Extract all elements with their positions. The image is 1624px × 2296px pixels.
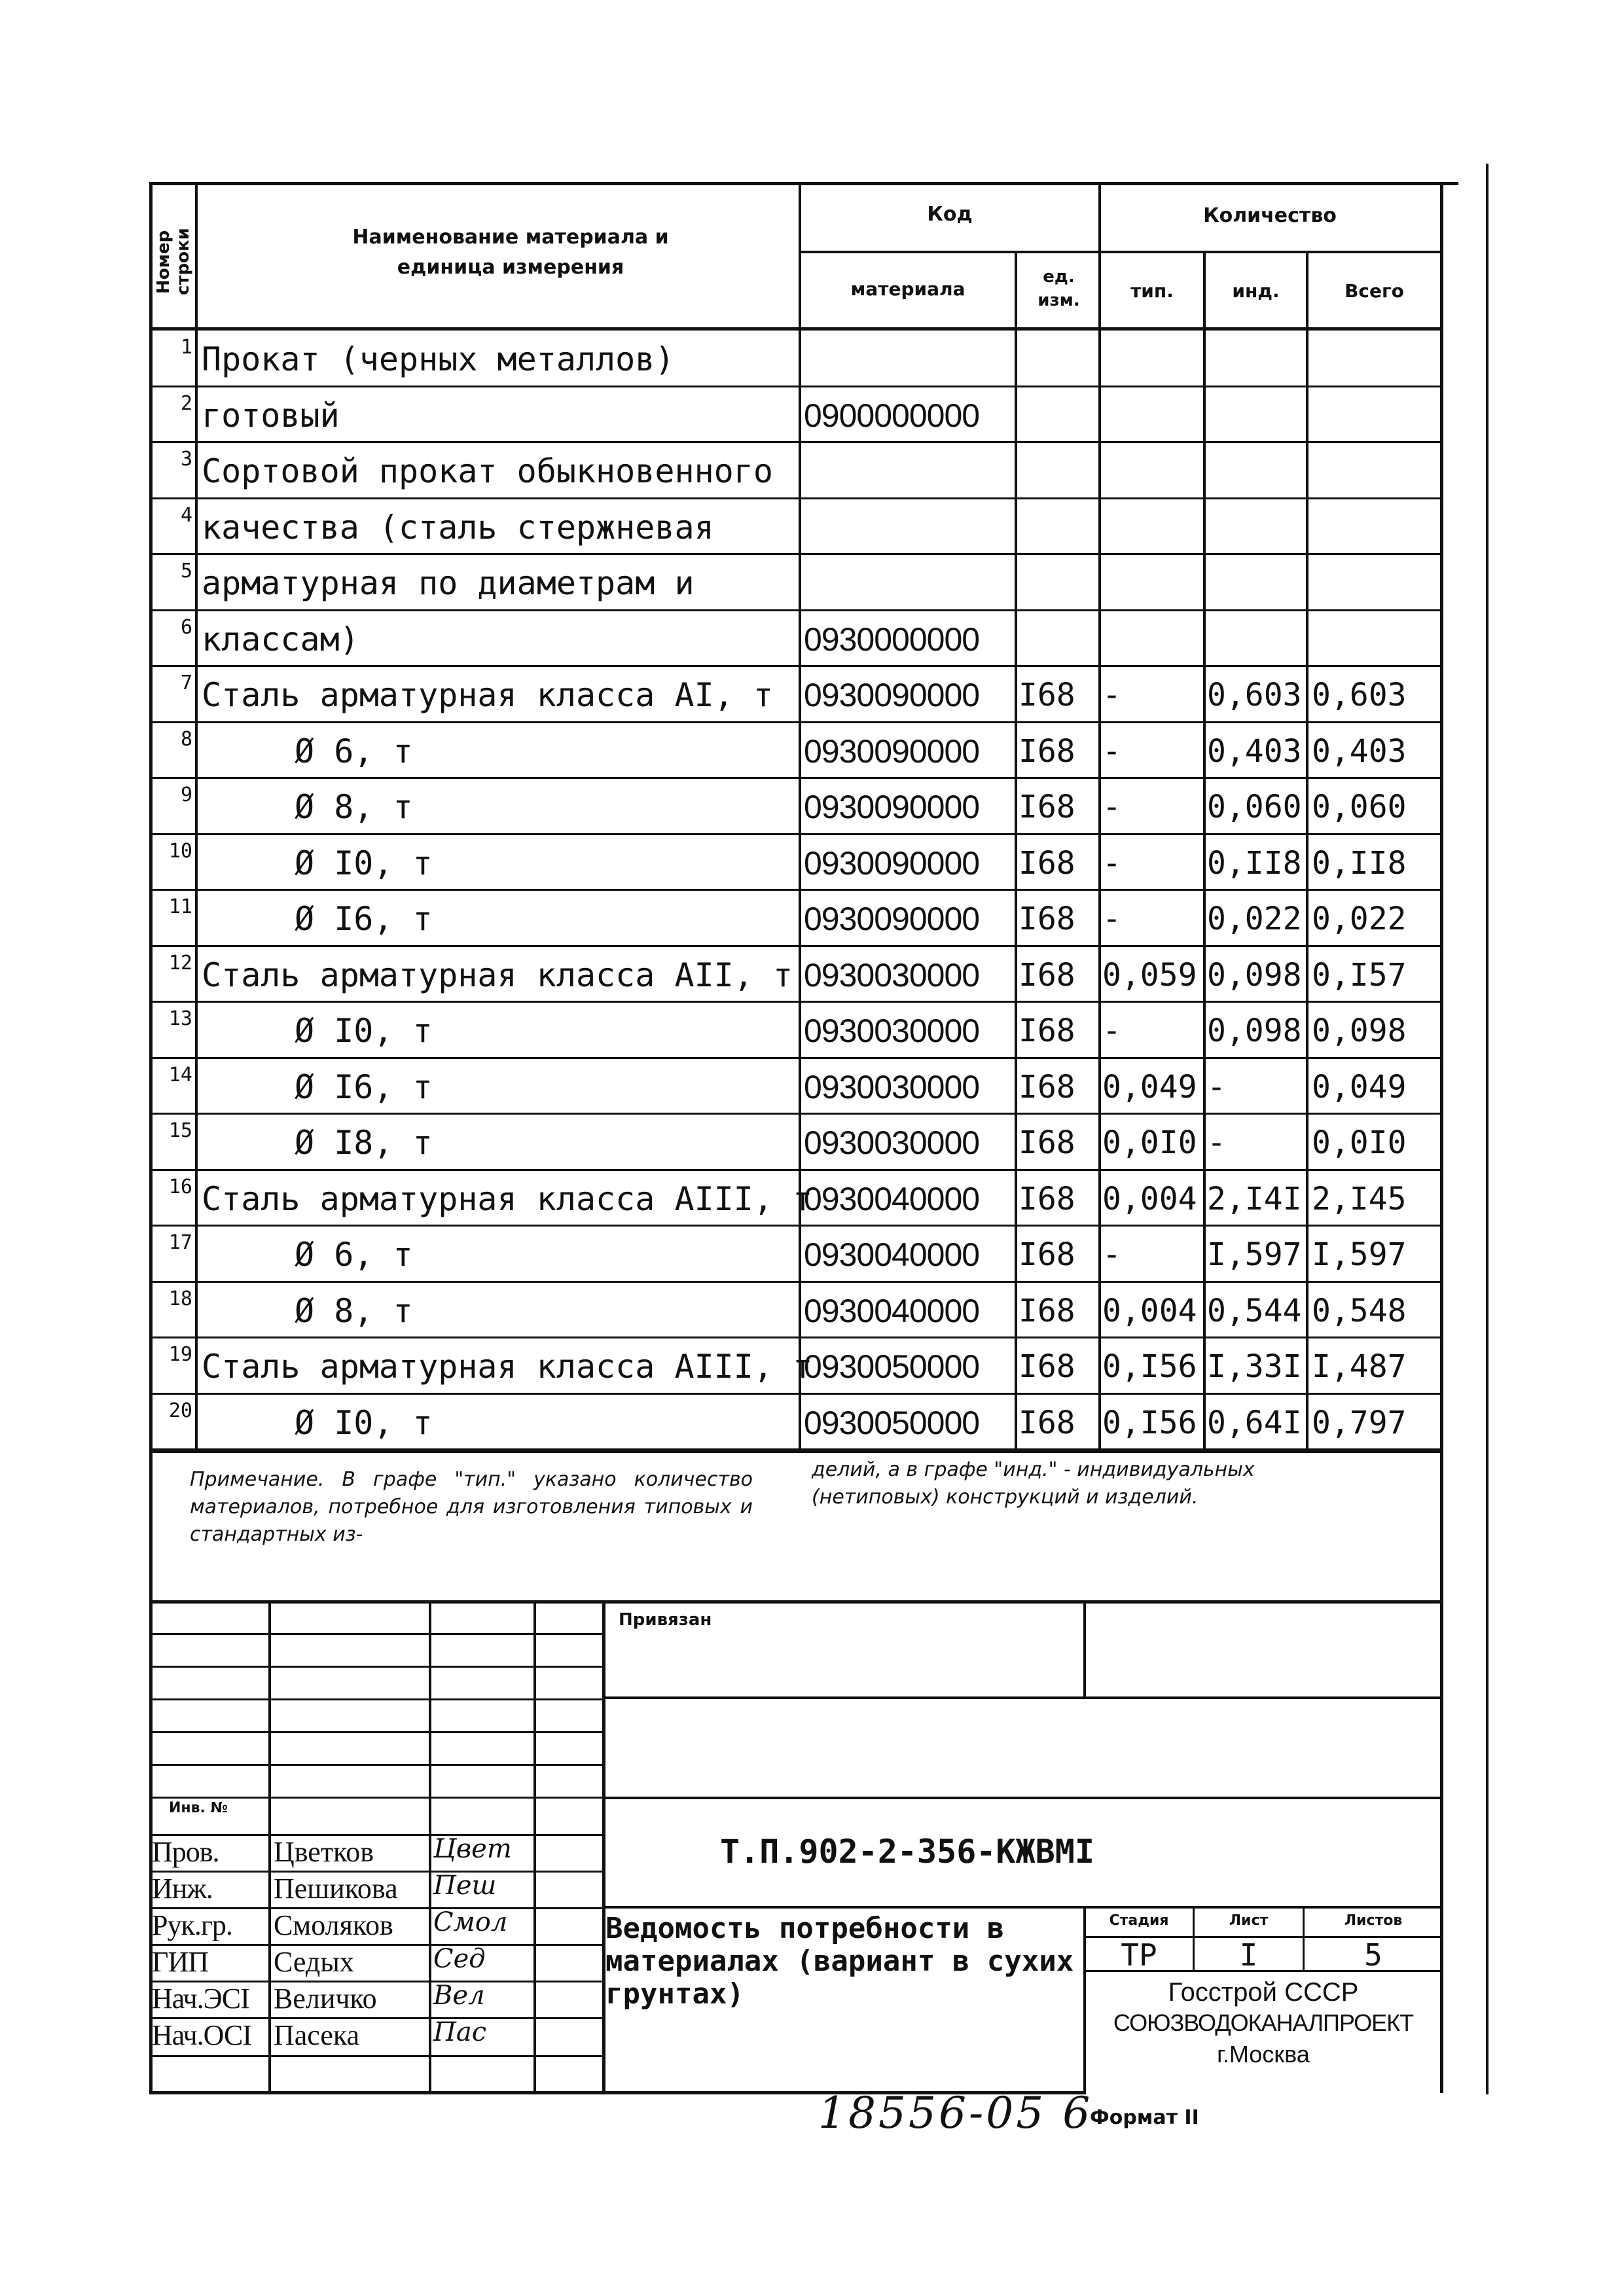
cell-unit: I68 [1019,957,1075,994]
row-number: 2 [180,392,192,415]
cell-ind: I,597 [1207,1236,1302,1273]
cell-code: 0930040000 [804,1293,980,1329]
cell-code: 0930030000 [804,957,980,994]
row-divider [149,441,1443,443]
cell-unit: I68 [1019,789,1075,825]
cell-total: 0,0I0 [1312,1124,1407,1161]
row-divider [149,1225,1443,1227]
privyazan-label: Привязан [619,1610,712,1630]
org-name-2: СОЮЗВОДОКАНАЛПРОЕКТ [1113,2009,1414,2036]
row-number: 6 [180,616,192,639]
cell-unit: I68 [1019,1405,1075,1441]
row-number: 3 [180,448,192,471]
cell-name: Сортовой прокат обыкновенного [202,452,773,490]
cell-name: Ø I0, т [295,844,433,882]
cell-name: качества (сталь стержневая [202,509,714,547]
cell-unit: I68 [1019,1348,1075,1385]
cell-typ: - [1102,1013,1121,1049]
cell-ind: I,33I [1207,1348,1302,1385]
signature-handwriting: Вел [433,1981,485,2011]
row-number: 10 [168,840,192,863]
row-divider [149,721,1443,723]
cell-ind: 0,II8 [1207,845,1302,882]
code-unit-header: ед. изм. [1038,267,1080,310]
handwritten-archive-number: 18556-05 6 [818,2088,1093,2138]
row-divider [149,1057,1443,1059]
format-label: Формат II [1090,2106,1199,2129]
cell-typ: - [1102,901,1121,937]
signature-role: ГИП [152,1946,208,1978]
row-number: 18 [168,1287,192,1310]
cell-name: готовый [202,397,340,435]
cell-code: 0930000000 [804,621,980,658]
cell-total: 0,098 [1312,1013,1407,1049]
cell-code: 0930090000 [804,733,980,770]
stage-value: ТР [1121,1937,1157,1973]
row-number: 19 [168,1343,192,1366]
row-number: 5 [180,560,192,583]
sheet-label: Лист [1229,1912,1269,1929]
cell-code: 0930050000 [804,1405,980,1441]
cell-typ: 0,049 [1102,1069,1197,1105]
signature-role: Пров. [152,1836,219,1868]
cell-typ: - [1102,845,1121,882]
cell-name: Ø I0, т [295,1012,433,1050]
row-number: 12 [168,952,192,975]
row-divider [149,777,1443,779]
cell-ind: 0,022 [1207,901,1302,937]
row-number: 11 [168,895,192,918]
row-divider [149,945,1443,947]
row-divider [149,386,1443,387]
stage-label: Стадия [1109,1912,1169,1929]
cell-unit: I68 [1019,901,1075,937]
row-number: 20 [168,1399,192,1422]
cell-total: 0,797 [1312,1405,1407,1441]
cell-total: 0,I57 [1312,957,1407,994]
row-divider [149,609,1443,611]
signature-name: Пешикова [274,1873,398,1905]
cell-code: 0930030000 [804,1069,980,1105]
cell-code: 0930090000 [804,789,980,825]
sheet-title: Ведомость потребности в материалах (вариант в сухих грунтах) [605,1912,1074,2011]
cell-unit: I68 [1019,1124,1075,1161]
cell-name: Ø I6, т [295,900,433,938]
cell-name: Ø I6, т [295,1068,433,1106]
cell-total: 0,049 [1312,1069,1407,1105]
document-code: Т.П.902-2-356-КЖВМI [720,1833,1094,1871]
cell-name: Прокат (черных металлов) [202,340,675,378]
note-left: Примечание. В графе "тип." указано количество материалов, потребное для изготовления типовых и стандартных из- [190,1468,753,1546]
cell-ind: 0,603 [1207,677,1302,713]
row-divider [149,553,1443,555]
signature-name: Цветков [274,1836,374,1868]
cell-code: 0900000000 [804,397,980,434]
row-number: 4 [180,504,192,527]
row-divider [149,1336,1443,1338]
cell-total: 0,603 [1312,677,1407,713]
cell-typ: 0,004 [1102,1181,1197,1217]
cell-code: 0930050000 [804,1348,980,1385]
cell-name: Сталь арматурная класса AIII, т [202,1348,813,1386]
signature-handwriting: Сед [433,1944,486,1974]
org-name-1: Госстрой СССР [1168,1978,1359,2007]
quantity-header: Количество [1203,204,1337,227]
cell-typ: 0,059 [1102,957,1197,994]
cell-unit: I68 [1019,1013,1075,1049]
cell-code: 0930090000 [804,677,980,713]
name-header: Наименование материала и единица измерения [352,226,669,279]
cell-name: Ø I0, т [295,1404,433,1442]
row-number: 13 [168,1007,192,1030]
cell-ind: 2,I4I [1207,1181,1302,1217]
code-header: Код [927,203,973,226]
org-name-3: г.Москва [1217,2041,1310,2068]
cell-total: 0,022 [1312,901,1407,937]
row-number: 14 [168,1064,192,1086]
cell-name: Ø I8, т [295,1124,433,1162]
sheet-value: I [1239,1937,1258,1973]
signature-role: Нач.ОСI [152,2019,251,2051]
qty-total-header: Всего [1344,280,1404,302]
cell-total: I,487 [1312,1348,1407,1385]
cell-name: Сталь арматурная класса AII, т [202,956,793,994]
row-number: 8 [180,728,192,751]
cell-total: 0,II8 [1312,845,1407,882]
sheets-value: 5 [1364,1937,1382,1973]
cell-name: Ø 8, т [295,788,413,826]
cell-code: 0930030000 [804,1124,980,1161]
row-number: 16 [168,1175,192,1198]
cell-typ: 0,004 [1102,1293,1197,1329]
row-divider [149,1281,1443,1283]
signature-name: Величко [274,1982,377,2015]
cell-code: 0930090000 [804,901,980,937]
cell-name: арматурная по диаметрам и [202,564,695,602]
row-number: 15 [168,1119,192,1142]
cell-name: Ø 8, т [295,1292,413,1330]
cell-name: Ø 6, т [295,1236,413,1274]
row-number: 9 [180,783,192,806]
qty-typ-header: тип. [1130,280,1174,302]
signature-handwriting: Пеш [433,1871,497,1901]
code-material-header: материала [850,278,965,300]
cell-typ: 0,I56 [1102,1348,1197,1385]
signature-name: Пасека [274,2019,360,2051]
cell-name: Сталь арматурная класса AIII, т [202,1180,813,1218]
cell-ind: - [1207,1069,1226,1105]
signature-role: Инж. [152,1873,213,1905]
cell-code: 0930040000 [804,1181,980,1217]
row-number: 1 [180,336,192,359]
signature-name: Смоляков [274,1909,393,1941]
signature-role: Нач.ЭСI [152,1982,249,2015]
cell-typ: - [1102,1236,1121,1273]
cell-total: 0,403 [1312,733,1407,770]
signature-handwriting: Смол [433,1907,508,1937]
row-divider [149,1169,1443,1171]
note-right: делий, а в графе "инд." - индивидуальных (нетиповых) конструкций и изделий. [812,1458,1255,1509]
inv-no-label: Инв. № [169,1800,228,1816]
cell-name: классам) [202,620,359,658]
cell-unit: I68 [1019,1069,1075,1105]
row-divider [149,665,1443,667]
cell-ind: 0,544 [1207,1293,1302,1329]
cell-total: 0,548 [1312,1293,1407,1329]
cell-unit: I68 [1019,733,1075,770]
row-divider [149,1113,1443,1115]
cell-total: I,597 [1312,1236,1407,1273]
row-number-header: Номер строки [154,228,193,296]
cell-code: 0930090000 [804,845,980,882]
row-divider [149,833,1443,835]
cell-name: Ø 6, т [295,732,413,770]
row-divider [149,497,1443,499]
cell-typ: - [1102,733,1121,770]
signature-handwriting: Пас [433,2017,487,2047]
cell-typ: 0,0I0 [1102,1124,1197,1161]
cell-ind: 0,098 [1207,957,1302,994]
cell-ind: 0,64I [1207,1405,1302,1441]
cell-unit: I68 [1019,677,1075,713]
signature-handwriting: Цвет [433,1834,512,1864]
row-number: 17 [168,1231,192,1254]
cell-ind: 0,098 [1207,1013,1302,1049]
row-number: 7 [180,672,192,694]
cell-code: 0930030000 [804,1013,980,1049]
sheets-label: Листов [1344,1912,1403,1929]
cell-unit: I68 [1019,1293,1075,1329]
cell-ind: - [1207,1124,1226,1161]
signature-role: Рук.гр. [152,1909,232,1941]
cell-typ: - [1102,789,1121,825]
cell-unit: I68 [1019,1236,1075,1273]
cell-name: Сталь арматурная класса AI, т [202,676,773,714]
cell-total: 0,060 [1312,789,1407,825]
cell-unit: I68 [1019,1181,1075,1217]
cell-typ: 0,I56 [1102,1405,1197,1441]
cell-ind: 0,403 [1207,733,1302,770]
qty-ind-header: инд. [1232,280,1280,302]
row-divider [149,1001,1443,1003]
cell-ind: 0,060 [1207,789,1302,825]
cell-total: 2,I45 [1312,1181,1407,1217]
row-divider [149,1393,1443,1395]
cell-unit: I68 [1019,845,1075,882]
signature-name: Седых [274,1946,354,1978]
cell-typ: - [1102,677,1121,713]
cell-code: 0930040000 [804,1236,980,1273]
row-divider [149,889,1443,891]
